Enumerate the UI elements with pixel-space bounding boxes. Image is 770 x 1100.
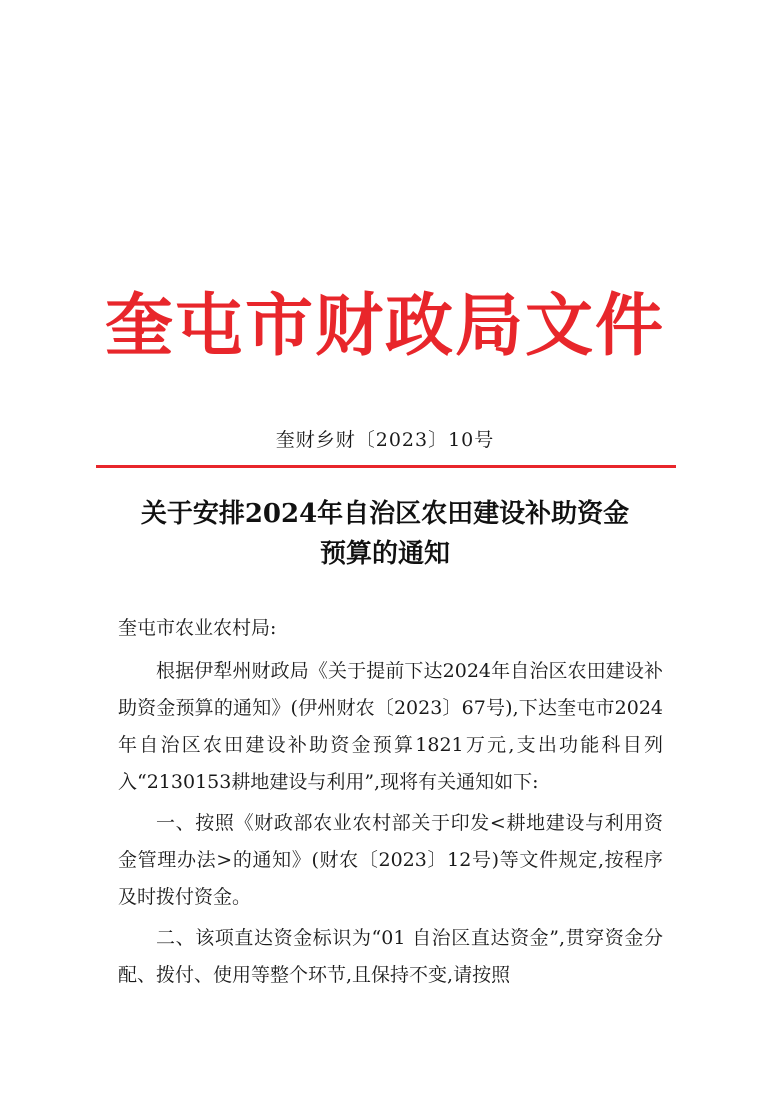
paragraph-intro: 根据伊犁州财政局《关于提前下达2024年自治区农田建设补助资金预算的通知》(伊州财农〔2023〕67号),下达奎屯市2024年自治区农田建设补助资金预算1821万元,支出功能科目列入“2130153耕地建设与利用”,现将有关通知如下: (118, 660, 663, 793)
salutation: 奎屯市农业农村局: (118, 617, 277, 639)
title-line-2: 预算的通知 (319, 539, 450, 569)
title-line-1: 关于安排2024年自治区农田建设补助资金 (140, 499, 630, 529)
paragraph-item-1: 一、按照《财政部农业农村部关于印发<耕地建设与利用资金管理办法>的通知》(财农〔2023〕12号)等文件规定,按程序及时拨付资金。 (118, 812, 663, 908)
masthead-title: 奎屯市财政局文件 (104, 287, 665, 366)
document-number: 奎财乡财〔2023〕10号 (275, 429, 495, 451)
document-title (60, 494, 710, 574)
red-divider (96, 465, 676, 468)
document-body (118, 610, 663, 998)
paragraph-item-2: 二、该项直达资金标识为“01 自治区直达资金”,贯穿资金分配、拨付、使用等整个环节,且保持不变,请按照 (118, 927, 663, 986)
